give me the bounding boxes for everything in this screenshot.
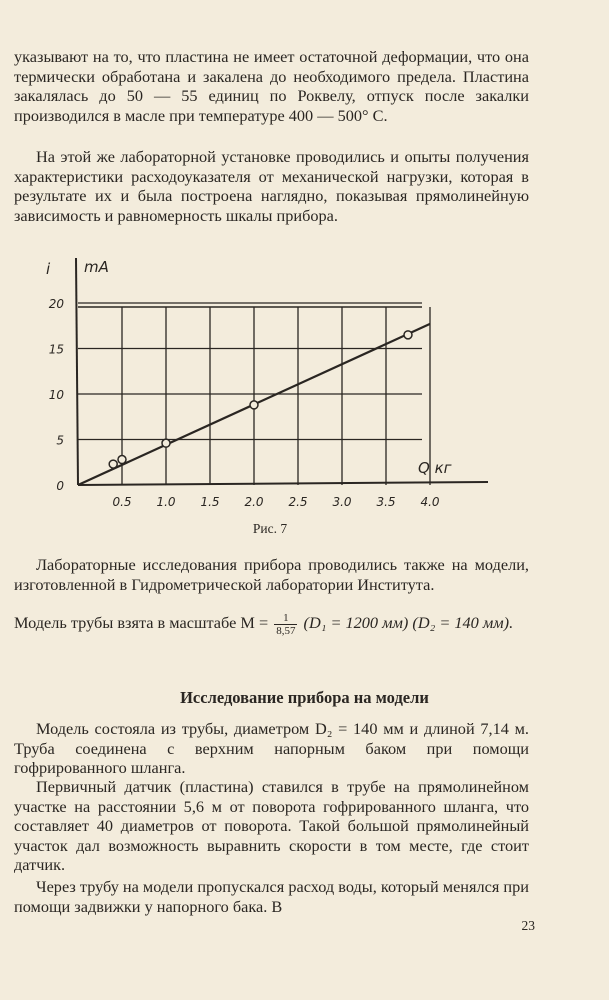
paragraph-5: Модель состояла из трубы, диаметром D₂ = 140 мм и длиной 7,14 м. Труба соединена с верхним напорным баком при помощи гофрированного шланга. <box>14 719 529 777</box>
data-point <box>404 331 412 339</box>
y-axis <box>76 258 78 485</box>
x-tick-label: 2.0 <box>244 495 264 509</box>
x-tick-label: 3.5 <box>376 495 396 509</box>
y-tick-label: 15 <box>48 342 64 357</box>
x-axis-label: Q кг <box>418 459 452 477</box>
scale-text: Модель трубы взята в масштабе М = <box>14 613 269 633</box>
y-tick-label: 0 <box>56 479 64 493</box>
paragraph-4 <box>14 612 529 637</box>
figure-7-chart <box>0 250 609 520</box>
y-axis-symbol: i <box>46 260 51 278</box>
diameter-text: (D₁ = 1200 мм) (D₂ = 140 мм). <box>303 613 514 633</box>
x-tick-label: 0.5 <box>112 495 132 509</box>
paragraph-6: Первичный датчик (пластина) ставился в трубе на прямолинейном участке на расстоянии 5,6 м от поворота гофрированного шланга, что составляет 40 диаметров от поворота. Такой большой прямолинейный участок дал возможность выравнить скорости в том месте, где стоит датчик. <box>14 777 529 874</box>
y-axis-label: mA <box>84 258 109 276</box>
chart-axes <box>76 258 488 485</box>
chart-grid <box>78 303 430 485</box>
scale-fraction <box>274 612 297 637</box>
paragraph-2: На этой же лабораторной установке проводились и опыты получения характеристики расходоуказателя от механической нагрузки, которая в результате их и была построена наглядно, показывая прямолинейную зависимость и равномерность шкалы прибора. <box>14 147 529 225</box>
figure-caption: Рис. 7 <box>252 521 288 536</box>
paragraph-7: Через трубу на модели пропускался расход воды, который менялся при помощи задвижки у напорного бака. В <box>14 877 529 916</box>
data-point <box>118 456 126 464</box>
y-tick-label: 10 <box>48 388 64 402</box>
data-point <box>250 401 258 409</box>
fraction-numerator: 1 <box>274 612 297 625</box>
data-point <box>162 439 170 447</box>
x-axis <box>78 482 488 485</box>
x-tick-label: 4.0 <box>420 495 440 509</box>
chart-ticks <box>49 297 440 509</box>
data-point <box>109 460 117 468</box>
page-number: 23 <box>521 918 535 933</box>
x-tick-label: 1.5 <box>200 495 220 509</box>
x-tick-label: 3.0 <box>332 495 352 509</box>
x-tick-label: 1.0 <box>156 495 176 509</box>
paragraph-1: указывают на то, что пластина не имеет остаточной деформации, что она термически обработана и закалена до необходимого предела. Пластина закалялась до 50 — 55 единиц по Роквелу, отпуск после закалки производился в масле при температуре 400 — 500° С. <box>14 47 529 125</box>
y-tick-label: 20 <box>48 297 64 311</box>
paragraph-3: Лабораторные исследования прибора проводились также на модели, изготовленной в Гидрометрической лаборатории Института. <box>14 555 529 594</box>
section-heading: Исследование прибора на модели <box>180 688 429 707</box>
x-tick-label: 2.5 <box>288 495 308 509</box>
fraction-denominator: 8,57 <box>276 625 296 637</box>
y-tick-label: 5 <box>56 433 64 448</box>
